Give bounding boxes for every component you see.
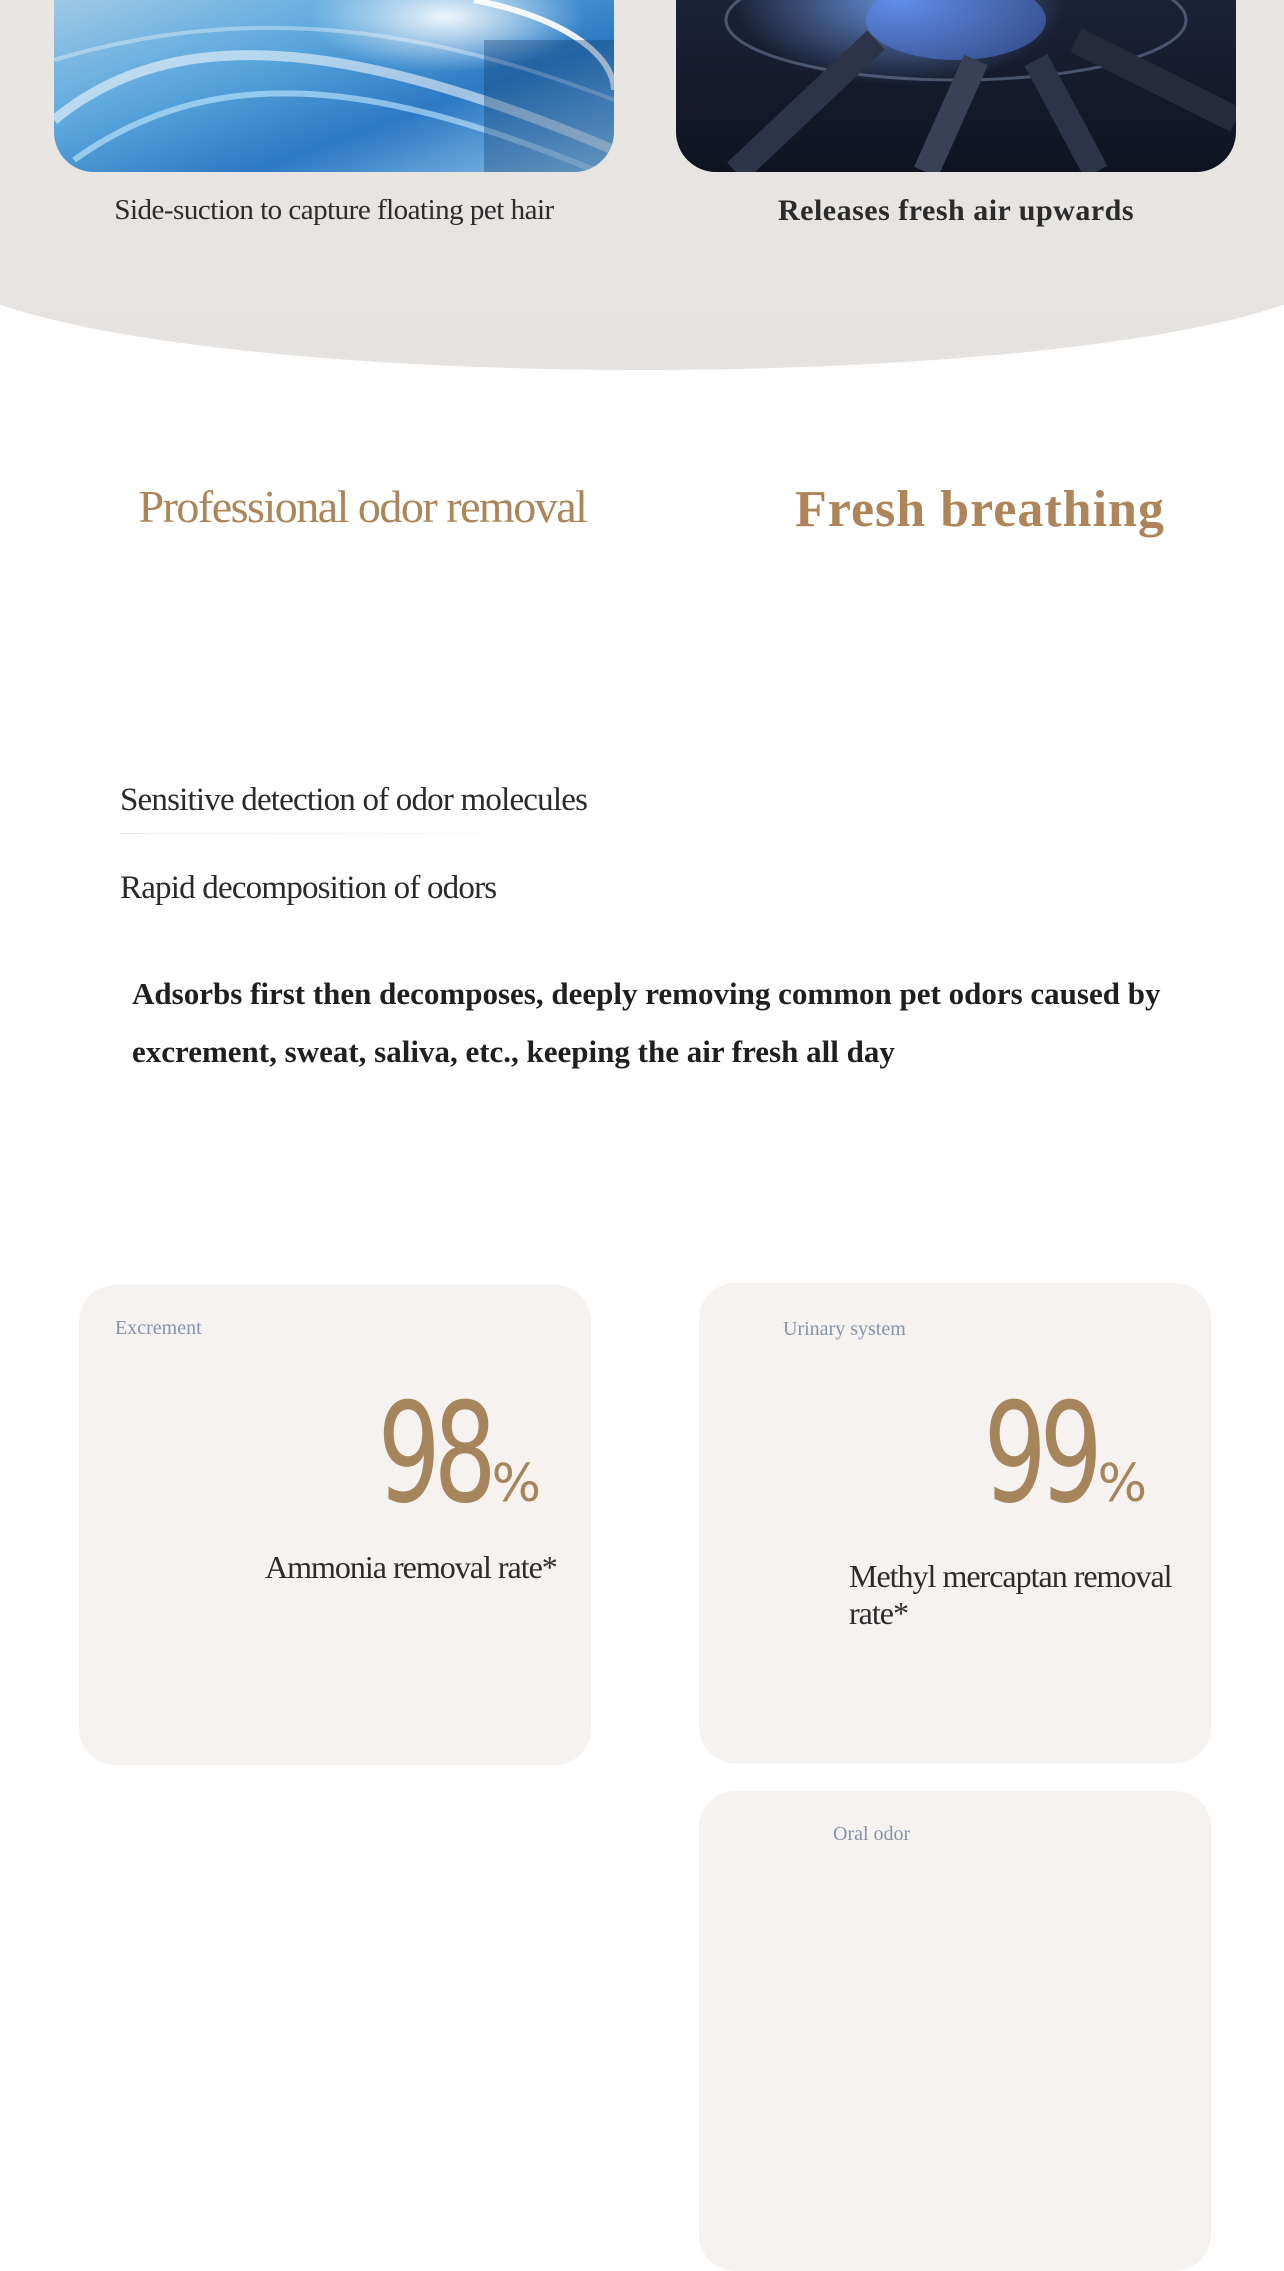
- card-value-unit: %: [1097, 1454, 1147, 1514]
- urinary-card: [699, 1283, 1211, 1763]
- side-suction-image: [54, 0, 614, 172]
- card-metric: Ammonia removal rate*: [265, 1549, 557, 1585]
- card-label: Oral odor: [833, 1823, 911, 1845]
- oral-odor-card: [699, 1791, 1211, 2271]
- fresh-breathing-headline: Fresh breathing: [795, 481, 1165, 538]
- point-decomposition: Rapid decomposition of odors: [120, 870, 497, 906]
- divider: [120, 833, 540, 834]
- card-percentage: [940, 1373, 1147, 1534]
- airflow-swirl-graphic: [54, 0, 614, 172]
- card-label: Excrement: [115, 1317, 202, 1339]
- odor-removal-headline: Professional odor removal: [138, 481, 587, 532]
- fresh-air-caption: Releases fresh air upwards: [777, 194, 1135, 227]
- card-value-number: 99: [983, 1373, 1096, 1534]
- fresh-air-fan-image: [676, 0, 1236, 172]
- point-detection: Sensitive detection of odor molecules: [120, 782, 588, 818]
- side-suction-caption: Side-suction to capture floating pet hair: [114, 194, 554, 226]
- fan-blades-graphic: [676, 0, 1236, 172]
- card-metric: Methyl mercaptan removal rate*: [849, 1558, 1172, 1631]
- card-value-number: 98: [377, 1373, 490, 1534]
- excrement-card: [79, 1285, 591, 1765]
- card-label: Urinary system: [783, 1318, 906, 1340]
- card-percentage: [334, 1373, 541, 1534]
- card-value-unit: %: [491, 1454, 541, 1514]
- description-text: Adsorbs first then decomposes, deeply removing common pet odors caused by excrement, sweat, saliva, etc., keeping the air fresh all day: [132, 976, 1161, 1069]
